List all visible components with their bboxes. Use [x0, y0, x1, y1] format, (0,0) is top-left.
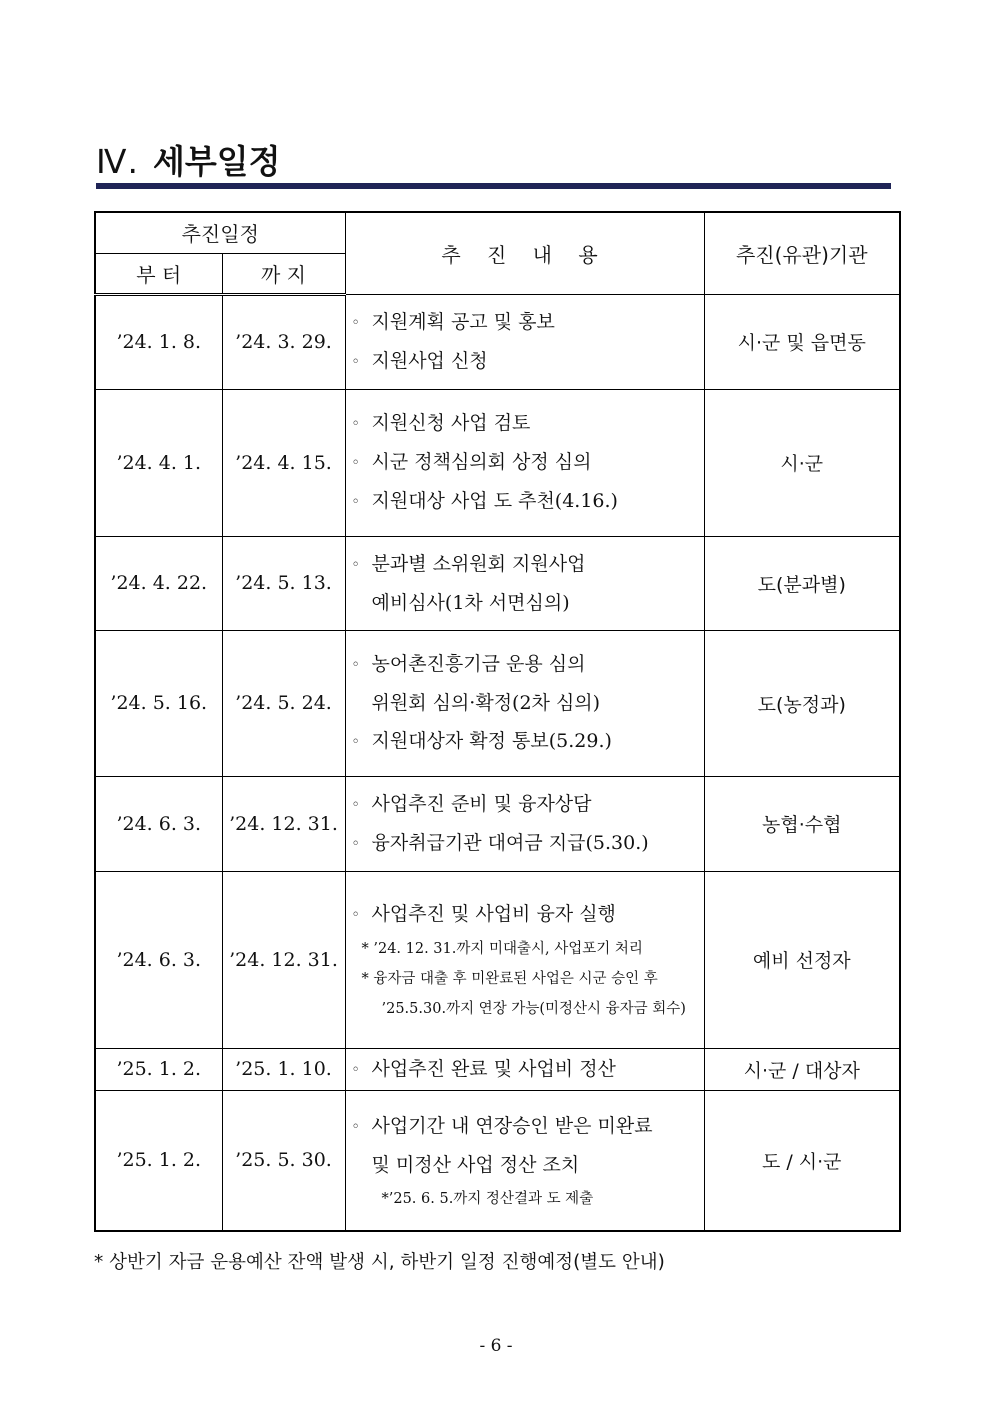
content-item: ◦ 지원대상자 확정 통보(5.29.)	[352, 722, 698, 761]
table-row	[95, 536, 900, 630]
content-item: ◦ 사업추진 및 사업비 융자 실행	[352, 895, 698, 934]
bullet-icon: ◦	[351, 556, 360, 573]
to-date: ’24. 5. 13.	[222, 536, 345, 630]
note-text: * 융자금 대출 후 미완료된 사업은 시군 승인 후	[361, 971, 658, 987]
header-agency: 추진(유관)기관	[704, 212, 900, 294]
page-number: - 6 -	[479, 1336, 513, 1356]
bullet-icon: ◦	[351, 907, 360, 923]
to-date: ’24. 12. 31.	[222, 776, 345, 871]
heading-underline	[96, 183, 891, 189]
section-number: Ⅳ.	[96, 142, 139, 181]
content-item: ◦ 사업추진 완료 및 사업비 정산	[352, 1050, 698, 1089]
bullet-icon: ◦	[351, 734, 360, 750]
content-item: ◦ 사업추진 준비 및 융자상담	[352, 785, 698, 824]
bullet-icon: ◦	[351, 796, 360, 813]
agency-cell: 시·군	[704, 389, 900, 536]
content-cell	[345, 294, 704, 389]
to-date: ’25. 5. 30.	[222, 1090, 345, 1231]
content-cell	[345, 776, 704, 871]
table-row	[95, 630, 900, 776]
bullet-icon: ◦	[351, 353, 360, 370]
agency-cell: 시·군 / 대상자	[704, 1048, 900, 1090]
content-item: ◦ 융자취급기관 대여금 지급(5.30.)	[352, 824, 698, 863]
content-cell	[345, 1090, 704, 1231]
from-date: ’24. 6. 3.	[95, 871, 222, 1048]
header-period: 추진일정	[95, 212, 345, 253]
content-item-continuation: 위원회 심의·확정(2차 심의)	[371, 692, 601, 714]
table-row	[95, 389, 900, 536]
content-item: ◦ 분과별 소위원회 지원사업	[352, 545, 698, 584]
bullet-icon: ◦	[351, 835, 360, 852]
bullet-icon: ◦	[351, 314, 360, 331]
note-text: * ’24. 12. 31.까지 미대출시, 사업포기 처리	[361, 941, 643, 957]
to-date: ’24. 4. 15.	[222, 389, 345, 536]
content-item-continuation: 및 미정산 사업 정산 조치	[371, 1153, 580, 1176]
header-to: 까 지	[222, 253, 345, 294]
section-heading	[96, 136, 280, 180]
to-date: ’24. 5. 24.	[222, 630, 345, 776]
agency-cell: 도(농정과)	[704, 630, 900, 776]
content-item: ◦ 시군 정책심의회 상정 심의	[352, 443, 698, 482]
content-item-continuation: 예비심사(1차 서면심의)	[371, 591, 570, 614]
from-date: ’24. 4. 1.	[95, 389, 222, 536]
bullet-icon: ◦	[351, 1061, 360, 1078]
agency-cell: 시·군 및 읍면동	[704, 294, 900, 389]
agency-cell: 농협·수협	[704, 776, 900, 871]
footnote: * 상반기 자금 운용예산 잔액 발생 시, 하반기 일정 진행예정(별도 안내)	[94, 1252, 665, 1273]
schedule-table	[94, 211, 901, 1232]
bullet-icon: ◦	[351, 1118, 360, 1135]
content-item: ◦ 농어촌진흥기금 운용 심의	[352, 645, 698, 684]
from-date: ’24. 5. 16.	[95, 630, 222, 776]
content-item: ◦ 지원신청 사업 검토	[352, 404, 698, 443]
content-item: ◦ 지원대상 사업 도 추천(4.16.)	[352, 482, 698, 521]
from-date: ’25. 1. 2.	[95, 1048, 222, 1090]
to-date: ’24. 12. 31.	[222, 871, 345, 1048]
note-text: *’25. 6. 5.까지 정산결과 도 제출	[381, 1190, 594, 1207]
header-from: 부 터	[95, 253, 222, 294]
bullet-icon: ◦	[351, 416, 360, 432]
table-row	[95, 776, 900, 871]
content-cell	[345, 536, 704, 630]
agency-cell: 도(분과별)	[704, 536, 900, 630]
from-date: ’25. 1. 2.	[95, 1090, 222, 1231]
bullet-icon: ◦	[351, 657, 360, 673]
table-row	[95, 1090, 900, 1231]
content-cell	[345, 630, 704, 776]
content-item: ◦ 지원사업 신청	[352, 342, 698, 381]
content-cell	[345, 389, 704, 536]
from-date: ’24. 1. 8.	[95, 294, 222, 389]
note-text-continuation: ’25.5.30.까지 연장 가능(미정산시 융자금 회수)	[381, 1001, 686, 1017]
content-item: ◦ 사업기간 내 연장승인 받은 미완료	[352, 1107, 698, 1146]
table-row	[95, 871, 900, 1048]
table-row	[95, 294, 900, 389]
from-date: ’24. 6. 3.	[95, 776, 222, 871]
agency-cell: 도 / 시·군	[704, 1090, 900, 1231]
from-date: ’24. 4. 22.	[95, 536, 222, 630]
bullet-icon: ◦	[351, 455, 360, 471]
to-date: ’24. 3. 29.	[222, 294, 345, 389]
content-cell	[345, 1048, 704, 1090]
bullet-icon: ◦	[351, 494, 360, 510]
header-content: 추 진 내 용	[345, 212, 704, 294]
content-cell	[345, 871, 704, 1048]
content-item: ◦ 지원계획 공고 및 홍보	[352, 303, 698, 342]
table-row	[95, 1048, 900, 1090]
section-title: 세부일정	[152, 142, 281, 181]
agency-cell: 예비 선정자	[704, 871, 900, 1048]
to-date: ’25. 1. 10.	[222, 1048, 345, 1090]
